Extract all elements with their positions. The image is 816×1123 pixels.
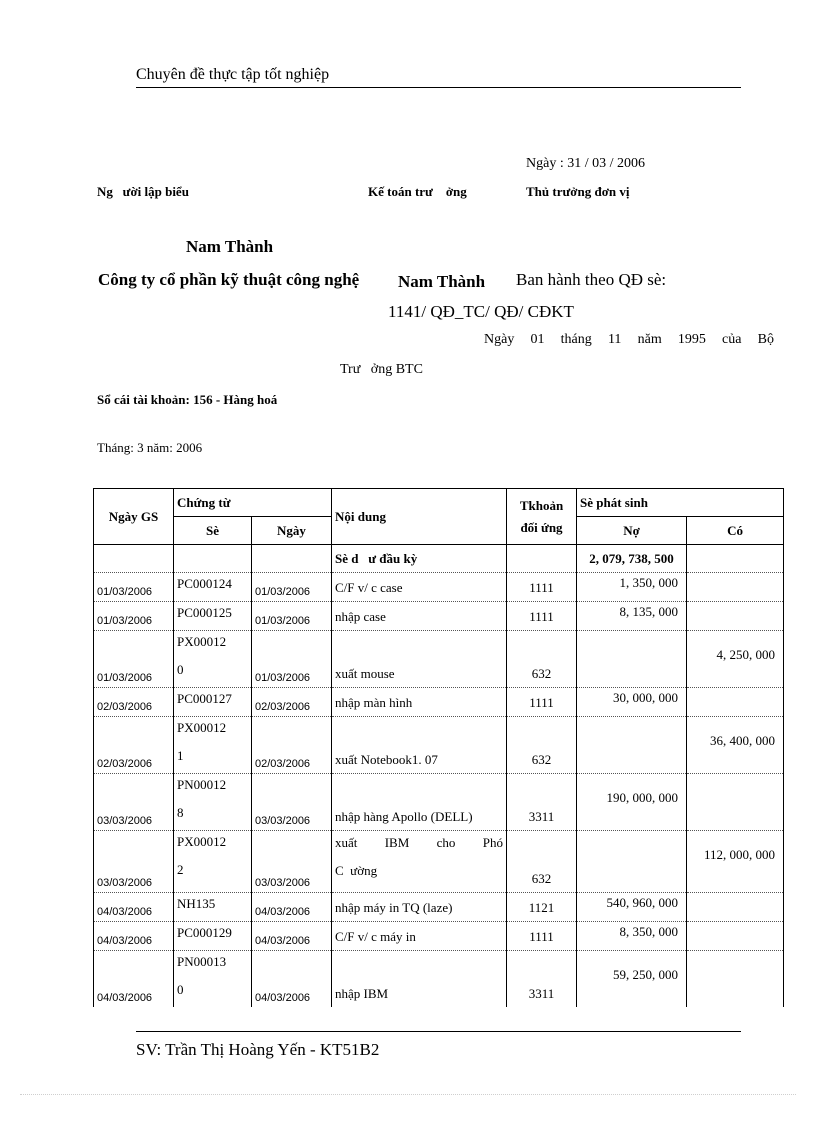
signature-preparer: Ng ười lập biểu [97,184,189,199]
decree-date: Ngày 01 tháng 11 năm 1995 của Bộ [484,332,774,347]
row-account: 1111 [507,602,577,631]
header-account [507,489,577,545]
issued-by-label: Ban hành theo QĐ sè: [516,270,667,289]
row-voucher-date: 04/03/2006 [252,951,332,1008]
row-voucher-date: 03/03/2006 [252,831,332,893]
opening-empty-doc [174,545,252,573]
row-date-gs: 04/03/2006 [94,922,174,951]
header-arising: Sè phát sinh [577,489,784,517]
row-description: nhập case [332,602,507,631]
table-row [94,922,784,951]
voucher-no-line1: PC000129 [177,925,232,940]
table-row [94,774,784,831]
row-account: 632 [507,631,577,688]
signature-chief-accountant: Kế toán trư ởng [368,184,467,199]
description-line1: xuất IBM cho Phó [335,835,503,850]
row-voucher-no [174,893,252,922]
row-description: nhập hàng Apollo (DELL) [332,774,507,831]
row-credit [687,951,784,1008]
row-account: 1111 [507,688,577,717]
row-credit [687,922,784,951]
header-divider [136,87,741,88]
opening-empty-doc-date [252,545,332,573]
table-row [94,951,784,1008]
ledger-title: Sổ cái tài khoản: 156 - Hàng hoá [97,392,278,407]
row-description [332,831,507,893]
voucher-no-line1: PX00012 [177,834,227,849]
row-account: 632 [507,831,577,893]
row-account: 1121 [507,893,577,922]
row-voucher-no [174,688,252,717]
row-description: xuất mouse [332,631,507,688]
company-short-name: Nam Thành [186,237,274,256]
row-date-gs: 01/03/2006 [94,631,174,688]
footer-author: SV: Trần Thị Hoàng Yến - KT51B2 [136,1040,380,1059]
row-credit [687,573,784,602]
row-voucher-no [174,774,252,831]
opening-empty-acct [507,545,577,573]
row-credit: 112, 000, 000 [687,831,784,893]
table-row [94,831,784,893]
row-debit: 8, 350, 000 [577,922,687,951]
row-description: C/F v/ c máy in [332,922,507,951]
row-voucher-no [174,951,252,1008]
row-voucher-no [174,717,252,774]
voucher-no-line1: PN00013 [177,954,227,969]
row-date-gs: 03/03/2006 [94,831,174,893]
company-name-tail: Nam Thành [398,272,486,291]
page-header-title: Chuyên đề thực tập tốt nghiệp [136,66,330,83]
row-debit [577,631,687,688]
header-account-line2: đối ứng [520,519,563,535]
row-voucher-no [174,831,252,893]
row-description: nhập màn hình [332,688,507,717]
opening-balance-debit: 2, 079, 738, 500 [577,545,687,573]
page-bottom-dotted-line [20,1094,796,1095]
row-voucher-date: 01/03/2006 [252,631,332,688]
voucher-no-line2: 2 [177,862,184,877]
row-date-gs: 04/03/2006 [94,893,174,922]
header-credit: Có [687,517,784,545]
row-description: nhập máy in TQ (laze) [332,893,507,922]
report-date: Ngày : 31 / 03 / 2006 [526,156,645,171]
row-debit: 190, 000, 000 [577,774,687,831]
opening-empty-credit [687,545,784,573]
voucher-no-line2: 0 [177,662,184,677]
table-row [94,631,784,688]
row-date-gs: 02/03/2006 [94,717,174,774]
voucher-no-line1: PC000124 [177,576,232,591]
row-account: 632 [507,717,577,774]
row-voucher-date: 03/03/2006 [252,774,332,831]
table-row [94,717,784,774]
row-credit [687,602,784,631]
ministry-line: Trư ởng BTC [340,362,423,377]
row-credit: 36, 400, 000 [687,717,784,774]
voucher-no-line1: PN00012 [177,777,227,792]
header-account-line1: Tkhoản [519,497,564,513]
row-debit: 1, 350, 000 [577,573,687,602]
row-voucher-no [174,922,252,951]
company-full-name: Công ty cổ phần kỹ thuật công nghệ [98,270,360,289]
ledger-period: Tháng: 3 năm: 2006 [97,440,203,455]
header-voucher: Chứng từ [174,489,332,517]
row-date-gs: 02/03/2006 [94,688,174,717]
row-voucher-date: 04/03/2006 [252,922,332,951]
row-credit [687,893,784,922]
row-credit: 4, 250, 000 [687,631,784,688]
table-row [94,602,784,631]
voucher-no-line2: 8 [177,805,184,820]
ledger-table [93,488,784,1007]
opening-empty-date [94,545,174,573]
decree-number: 1141/ QĐ_TC/ QĐ/ CĐKT [388,302,574,321]
header-debit: Nợ [577,517,687,545]
voucher-no-line1: PX00012 [177,720,227,735]
row-date-gs: 01/03/2006 [94,602,174,631]
opening-balance-label: Sè d ư đầu kỳ [332,545,507,573]
header-description: Nội dung [332,489,507,545]
row-account: 3311 [507,951,577,1008]
row-debit [577,831,687,893]
table-row [94,893,784,922]
row-voucher-date: 02/03/2006 [252,688,332,717]
description-line2: C ường [335,863,378,878]
row-description: C/F v/ c case [332,573,507,602]
table-row [94,573,784,602]
row-voucher-no [174,602,252,631]
voucher-no-line1: PC000127 [177,691,232,706]
signature-head-of-unit: Thủ trưởng đơn vị [526,184,630,199]
row-date-gs: 03/03/2006 [94,774,174,831]
row-credit [687,688,784,717]
voucher-no-line2: 0 [177,982,184,997]
row-description: xuất Notebook1. 07 [332,717,507,774]
row-voucher-date: 04/03/2006 [252,893,332,922]
row-date-gs: 01/03/2006 [94,573,174,602]
opening-balance-row [94,545,784,573]
row-date-gs: 04/03/2006 [94,951,174,1008]
row-credit [687,774,784,831]
header-voucher-no: Sè [174,517,252,545]
row-debit: 59, 250, 000 [577,951,687,1008]
row-debit: 30, 000, 000 [577,688,687,717]
row-voucher-no [174,631,252,688]
row-voucher-date: 01/03/2006 [252,573,332,602]
row-debit [577,717,687,774]
row-voucher-no [174,573,252,602]
row-voucher-date: 01/03/2006 [252,602,332,631]
voucher-no-line2: 1 [177,748,184,763]
voucher-no-line1: NH135 [177,896,216,911]
row-description: nhập IBM [332,951,507,1008]
row-voucher-date: 02/03/2006 [252,717,332,774]
row-account: 1111 [507,922,577,951]
row-account: 1111 [507,573,577,602]
row-account: 3311 [507,774,577,831]
header-date-gs: Ngày GS [94,489,174,545]
row-debit: 540, 960, 000 [577,893,687,922]
voucher-no-line1: PX00012 [177,634,227,649]
row-debit: 8, 135, 000 [577,602,687,631]
footer-divider [136,1031,741,1032]
table-row [94,688,784,717]
header-voucher-date: Ngày [252,517,332,545]
voucher-no-line1: PC000125 [177,605,232,620]
